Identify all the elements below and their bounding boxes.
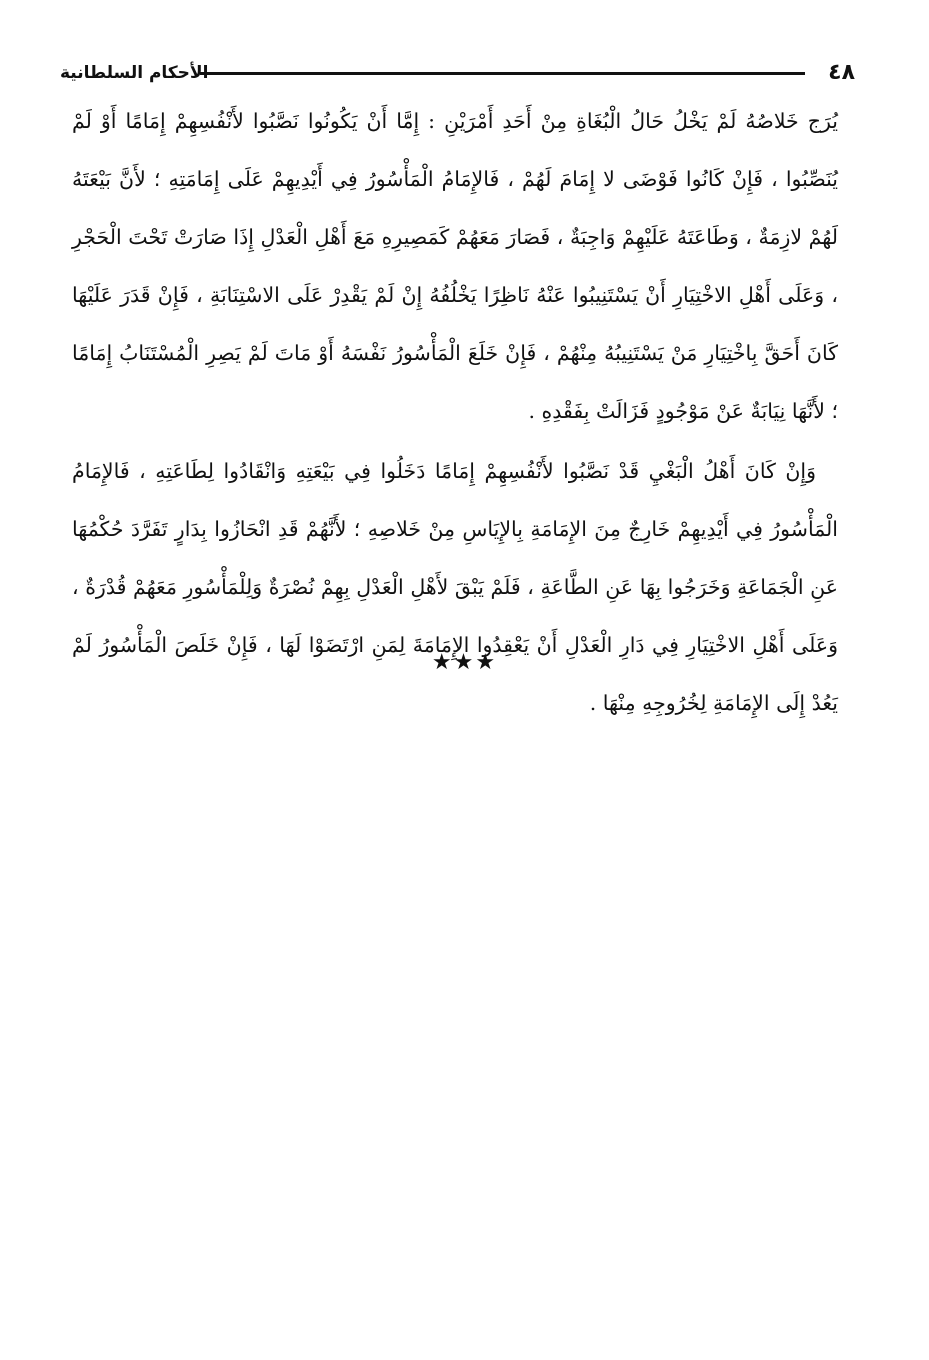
main-text <box>72 92 838 732</box>
running-title: الأحكام السلطانية <box>60 63 209 83</box>
section-separator: ★★★ <box>431 650 498 675</box>
header-rule <box>200 72 805 75</box>
page-header <box>60 60 855 86</box>
paragraph: وَإِنْ كَانَ أَهْلُ الْبَغْيِ قَدْ نَصَّبُوا لأَنْفُسِهِمْ إِمَامًا دَخَلُوا فِي بَيْعَتِهِ وَانْقَادُوا لِطَاعَتِهِ ، فَالإِمَامُ الْمَأْسُورُ فِي أَيْدِيهِمْ خَارِجٌ مِنَ الإِمَامَةِ بِالإِيَاسِ مِنْ خَلاصِهِ ؛ لأَنَّهُمْ قَدِ انْحَازُوا بِدَارٍ تَفَرَّدَ حُكْمُهَا عَنِ الْجَمَاعَةِ وَخَرَجُوا بِهَا عَنِ الطَّاعَةِ ، فَلَمْ يَبْقَ لأَهْلِ الْعَدْلِ بِهِمْ نُصْرَةٌ وَلِلْمَأْسُورِ مَعَهُمْ قُدْرَةٌ ، وَعَلَى أَهْلِ الاخْتِيَارِ فِي دَارِ الْعَدْلِ أَنْ يَعْقِدُوا الإِمَامَةَ لِمَنِ ارْتَضَوْا لَهَا ، فَإِنْ خَلَصَ الْمَأْسُورُ لَمْ يَعُدْ إِلَى الإِمَامَةِ لِخُرُوجِهِ مِنْهَا . <box>72 459 838 715</box>
paragraph: يُرَج خَلاصُهُ لَمْ يَخْلُ حَالُ الْبُغَاةِ مِنْ أَحَدِ أَمْرَيْنِ : إِمَّا أَنْ يَكُونُوا نَصَّبُوا لأَنْفُسِهِمْ إِمَامًا أَوْ لَمْ يُنَصِّبُوا ، فَإِنْ كَانُوا فَوْضَى لا إِمَامَ لَهُمْ ، فَالإِمَامُ الْمَأْسُورُ فِي أَيْدِيهِمْ عَلَى إِمَامَتِهِ ؛ لأَنَّ بَيْعَتَهُ لَهُمْ لازِمَةٌ ، وَطَاعَتَهُ عَلَيْهِمْ وَاجِبَةٌ ، فَصَارَ مَعَهُمْ كَمَصِيرِهِ مَعَ أَهْلِ الْعَدْلِ إِذَا صَارَتْ تَحْتَ الْحَجْرِ ، وَعَلَى أَهْلِ الاخْتِيَارِ أَنْ يَسْتَنِيبُوا عَنْهُ نَاظِرًا يَخْلُفُهُ إِنْ لَمْ يَقْدِرْ عَلَى الاسْتِنَابَةِ ، فَإِنْ قَدَرَ عَلَيْهَا كَانَ أَحَقَّ بِاخْتِيَارِ مَنْ يَسْتَنِيبُهُ مِنْهُمْ ، فَإِنْ خَلَعَ الْمَأْسُورُ نَفْسَهُ أَوْ مَاتَ لَمْ يَصِرِ الْمُسْتَنَابُ إِمَامًا ؛ لأَنَّهَا نِيَابَةٌ عَنْ مَوْجُودٍ فَزَالَتْ بِفَقْدِهِ . <box>72 109 838 423</box>
page-number: ٤٨ <box>828 60 855 85</box>
